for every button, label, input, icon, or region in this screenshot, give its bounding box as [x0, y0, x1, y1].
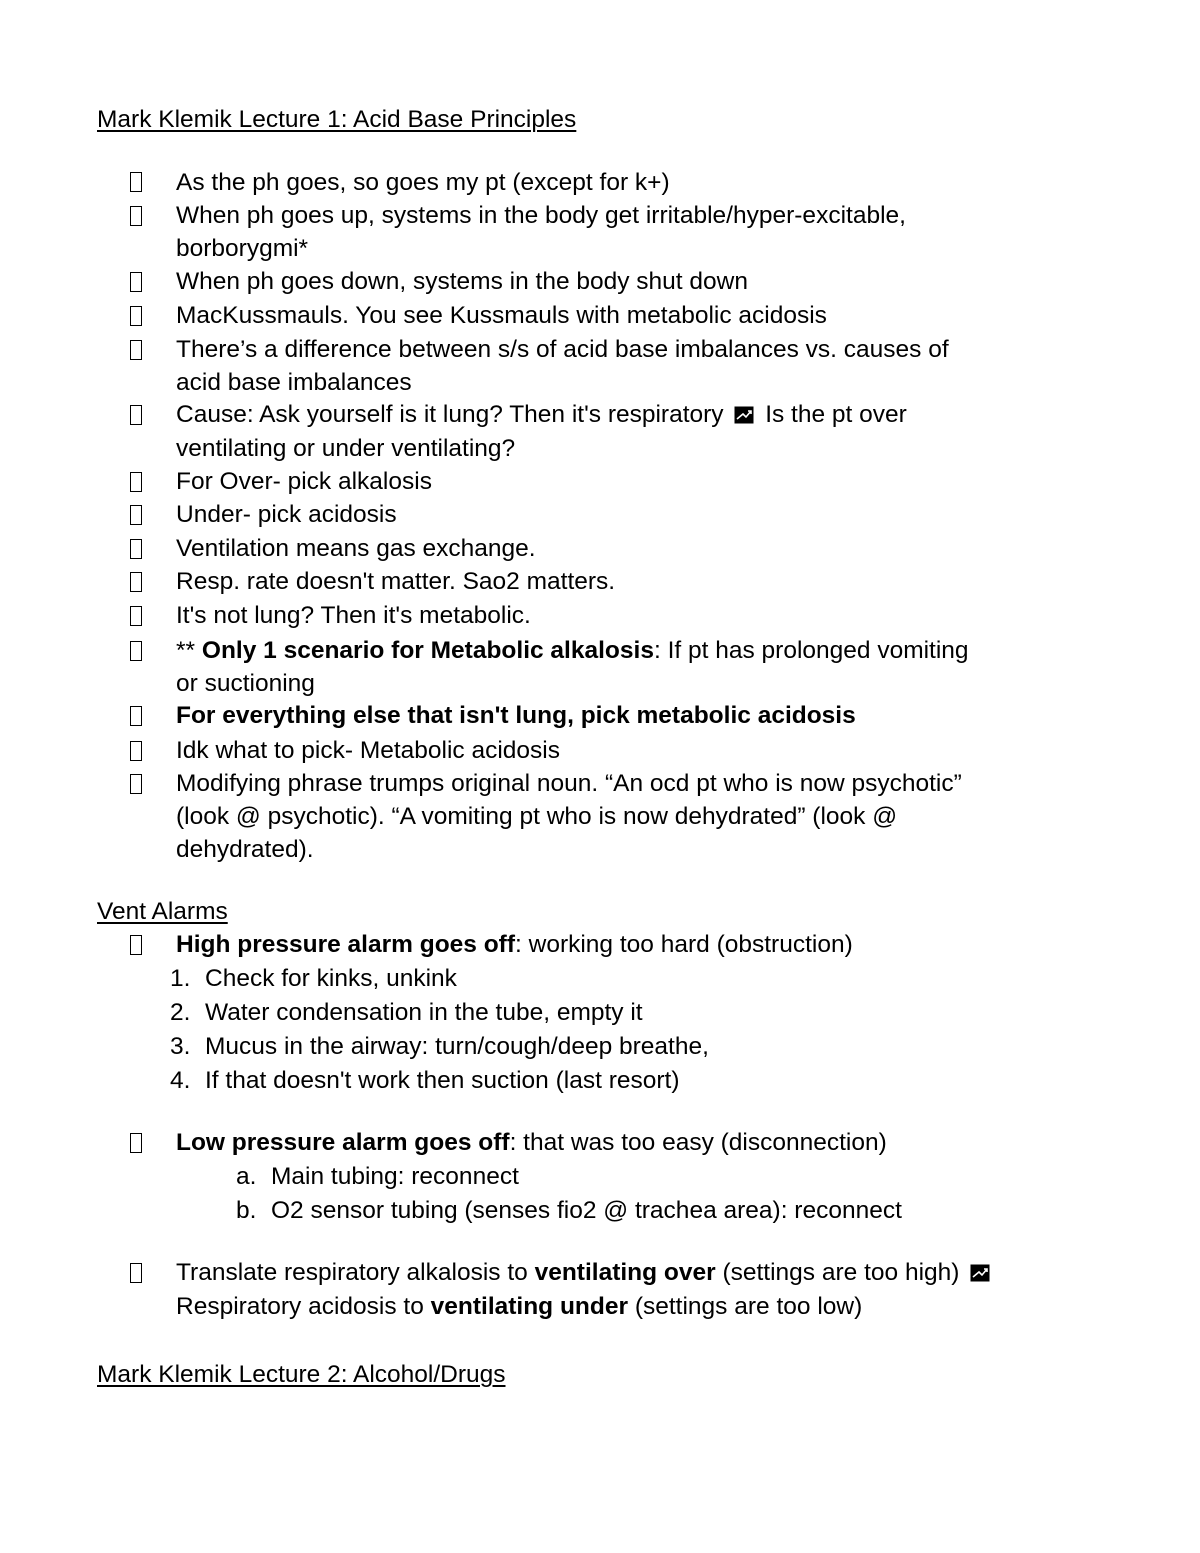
bullet-text: Idk what to pick- Metabolic acidosis: [176, 737, 560, 764]
bullet-icon: [130, 206, 142, 226]
list-item: Mucus in the airway: turn/cough/deep breathe,: [205, 1033, 709, 1060]
translate-text: Translate respiratory alkalosis to: [176, 1259, 535, 1286]
bullet-icon: [130, 606, 142, 626]
bullet-icon: [130, 272, 142, 292]
bullet-text: It's not lung? Then it's metabolic.: [176, 602, 531, 629]
bullet-text: When ph goes up, systems in the body get irritable/hyper-excitable,: [176, 202, 906, 229]
settings-high-text: (settings are too high): [715, 1259, 960, 1286]
bullet-icon: [130, 539, 142, 559]
bullet-icon: [130, 641, 142, 661]
vent-alarms-heading: Vent Alarms: [97, 898, 228, 925]
bullet-text: Resp. rate doesn't matter. Sao2 matters.: [176, 568, 616, 595]
bullet-text: Ventilation means gas exchange.: [176, 535, 536, 562]
scenario-text: : If pt has prolonged vomiting: [653, 637, 969, 664]
asterisks: **: [176, 637, 202, 664]
ventilating-over-emphasis: ventilating over: [534, 1259, 716, 1286]
bullet-text: [176, 398, 907, 431]
bullet-text: [176, 1126, 887, 1159]
bullet-text: MacKussmauls. You see Kussmauls with metabolic acidosis: [176, 302, 827, 329]
bullet-icon: [130, 472, 142, 492]
ventilating-under-emphasis: ventilating under: [430, 1293, 629, 1320]
bullet-icon: [130, 306, 142, 326]
bullet-text: [176, 1256, 994, 1289]
bullet-icon: [130, 706, 142, 726]
settings-low-text: (settings are too low): [628, 1293, 863, 1320]
bullet-text-cont: acid base imbalances: [176, 369, 412, 396]
list-number: 4.: [170, 1067, 191, 1094]
bullet-text-cont: borborygmi*: [176, 235, 309, 262]
bullet-text-cont: or suctioning: [176, 670, 315, 697]
bullet-icon: [130, 572, 142, 592]
list-item: If that doesn't work then suction (last resort): [205, 1067, 680, 1094]
bullet-icon: [130, 774, 142, 794]
bullet-text-cont: [176, 1290, 862, 1323]
list-item: Check for kinks, unkink: [205, 965, 457, 992]
bullet-text-cont: (look @ psychotic). “A vomiting pt who is now dehydrated” (look @: [176, 803, 898, 830]
list-letter: b.: [236, 1197, 257, 1224]
low-pressure-text: : that was too easy (disconnection): [509, 1129, 887, 1156]
bullet-text: For Over- pick alkalosis: [176, 468, 432, 495]
bullet-icon: [130, 405, 142, 425]
low-pressure-emphasis: Low pressure alarm goes off: [176, 1129, 510, 1156]
arrow-right-icon: [970, 1264, 990, 1282]
arrow-right-icon: [734, 406, 754, 424]
list-number: 2.: [170, 999, 191, 1026]
list-item: O2 sensor tubing (senses fio2 @ trachea area): reconnect: [271, 1197, 902, 1224]
bullet-text: When ph goes down, systems in the body shut down: [176, 268, 748, 295]
high-pressure-emphasis: High pressure alarm goes off: [176, 931, 516, 958]
bullet-text-cont: ventilating or under ventilating?: [176, 435, 516, 462]
bullet-text: Modifying phrase trumps original noun. “An ocd pt who is now psychotic”: [176, 770, 962, 797]
bullet-icon: [130, 741, 142, 761]
bullet-text: As the ph goes, so goes my pt (except for k+): [176, 169, 670, 196]
list-number: 3.: [170, 1033, 191, 1060]
bullet-icon: [130, 1133, 142, 1153]
bullet-text: There’s a difference between s/s of acid base imbalances vs. causes of: [176, 336, 949, 363]
high-pressure-text: : working too hard (obstruction): [515, 931, 853, 958]
bullet-text: [176, 634, 969, 667]
bullet-icon: [130, 505, 142, 525]
list-letter: a.: [236, 1163, 257, 1190]
bullet-icon: [130, 935, 142, 955]
metabolic-alkalosis-emphasis: Only 1 scenario for Metabolic alkalosis: [201, 637, 654, 664]
bullet-text: [176, 928, 853, 961]
bullet-text: Under- pick acidosis: [176, 501, 397, 528]
list-item: Water condensation in the tube, empty it: [205, 999, 643, 1026]
cause-text-2: Is the pt over: [765, 401, 907, 428]
bullet-icon: [130, 340, 142, 360]
bullet-text-cont: dehydrated).: [176, 836, 314, 863]
list-number: 1.: [170, 965, 191, 992]
lecture1-heading: Mark Klemik Lecture 1: Acid Base Principles: [97, 106, 577, 133]
resp-acidosis-text: Respiratory acidosis to: [176, 1293, 431, 1320]
list-item: Main tubing: reconnect: [271, 1163, 519, 1190]
bullet-icon: [130, 1263, 142, 1283]
cause-text: Cause: Ask yourself is it lung? Then it's respiratory: [176, 401, 724, 428]
bullet-text-bold: For everything else that isn't lung, pick metabolic acidosis: [176, 702, 856, 729]
lecture2-heading: Mark Klemik Lecture 2: Alcohol/Drugs: [97, 1361, 506, 1388]
bullet-icon: [130, 172, 142, 192]
